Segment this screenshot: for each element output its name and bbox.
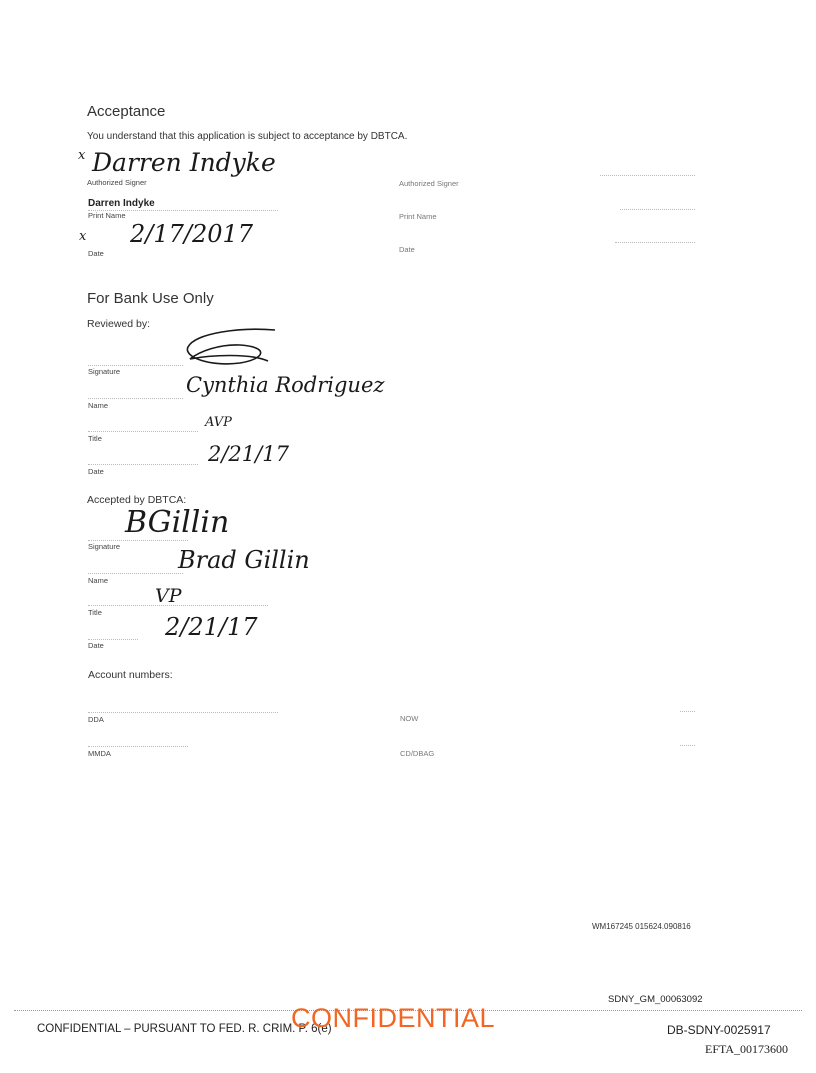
acceptor-name-line xyxy=(88,573,183,574)
efta-number: EFTA_00173600 xyxy=(705,1042,789,1056)
confidential-grand-jury-notice: CONFIDENTIAL – PURSUANT TO FED. R. CRIM. P. 6(e) xyxy=(37,1023,332,1035)
reviewed-by-label: Reviewed by: xyxy=(87,318,151,330)
confidential-stamp: CONFIDENTIAL xyxy=(291,1003,496,1033)
signer1-date-label: Date xyxy=(88,249,104,258)
acceptor-signature-label: Signature xyxy=(88,542,121,551)
reviewer-title-label: Title xyxy=(88,434,102,443)
bank-use-heading: For Bank Use Only xyxy=(87,290,214,307)
cd-line xyxy=(680,745,695,746)
acceptor-signature: BGillin xyxy=(125,505,230,540)
acceptor-title: VP xyxy=(155,585,182,607)
signer1-print-name: Darren Indyke xyxy=(88,198,155,209)
reviewer-signature xyxy=(180,325,280,370)
signature-mark-x: x xyxy=(78,148,86,163)
form-code: WM167245 015624.090816 xyxy=(592,922,691,931)
sdny-gm-number: SDNY_GM_00063092 xyxy=(608,994,703,1005)
signer2-date-line xyxy=(615,242,695,243)
reviewer-date: 2/21/17 xyxy=(208,442,289,466)
reviewer-signature-line xyxy=(88,365,183,366)
reviewer-date-label: Date xyxy=(88,467,104,476)
dda-line xyxy=(88,712,278,713)
acceptor-title-line xyxy=(88,605,268,606)
acceptance-heading: Acceptance xyxy=(87,103,166,120)
signer1-date: 2/17/2017 xyxy=(130,220,254,248)
reviewer-signature-label: Signature xyxy=(88,367,121,376)
dda-label: DDA xyxy=(88,715,104,724)
acceptor-name-label: Name xyxy=(88,576,109,585)
acceptor-title-label: Title xyxy=(88,608,102,617)
accepted-by-label: Accepted by DBTCA: xyxy=(87,494,187,506)
signer2-print-name-line xyxy=(620,209,695,210)
acceptance-statement: You understand that this application is subject to acceptance by DBTCA. xyxy=(87,131,408,142)
reviewer-name-label: Name xyxy=(88,401,109,410)
signer1-print-name-label: Print Name xyxy=(88,211,126,220)
reviewer-date-line xyxy=(88,464,198,465)
account-numbers-label: Account numbers: xyxy=(88,669,173,681)
now-label: NOW xyxy=(400,714,419,723)
signer1-signature-label: Authorized Signer xyxy=(87,178,147,187)
mmda-line xyxy=(88,746,188,747)
mmda-label: MMDA xyxy=(88,749,111,758)
now-line xyxy=(680,711,695,712)
signer2-signature-label: Authorized Signer xyxy=(399,179,459,188)
reviewer-name-line xyxy=(88,398,183,399)
acceptor-date: 2/21/17 xyxy=(165,613,258,641)
signer2-signature-line xyxy=(600,175,695,176)
signer1-signature: Darren Indyke xyxy=(92,148,276,177)
acceptor-date-label: Date xyxy=(88,641,104,650)
signer2-print-name-label: Print Name xyxy=(399,212,437,221)
reviewer-title: AVP xyxy=(205,415,232,430)
db-sdny-number: DB-SDNY-0025917 xyxy=(667,1023,771,1037)
acceptor-date-line xyxy=(88,639,138,640)
reviewer-name: Cynthia Rodriguez xyxy=(186,373,385,397)
cd-label: CD/DBAG xyxy=(400,749,435,758)
date-mark-x: x xyxy=(79,229,87,244)
acceptor-signature-line xyxy=(88,540,188,541)
reviewer-title-line xyxy=(88,431,198,432)
signer2-date-label: Date xyxy=(399,245,415,254)
acceptor-name: Brad Gillin xyxy=(178,546,310,574)
